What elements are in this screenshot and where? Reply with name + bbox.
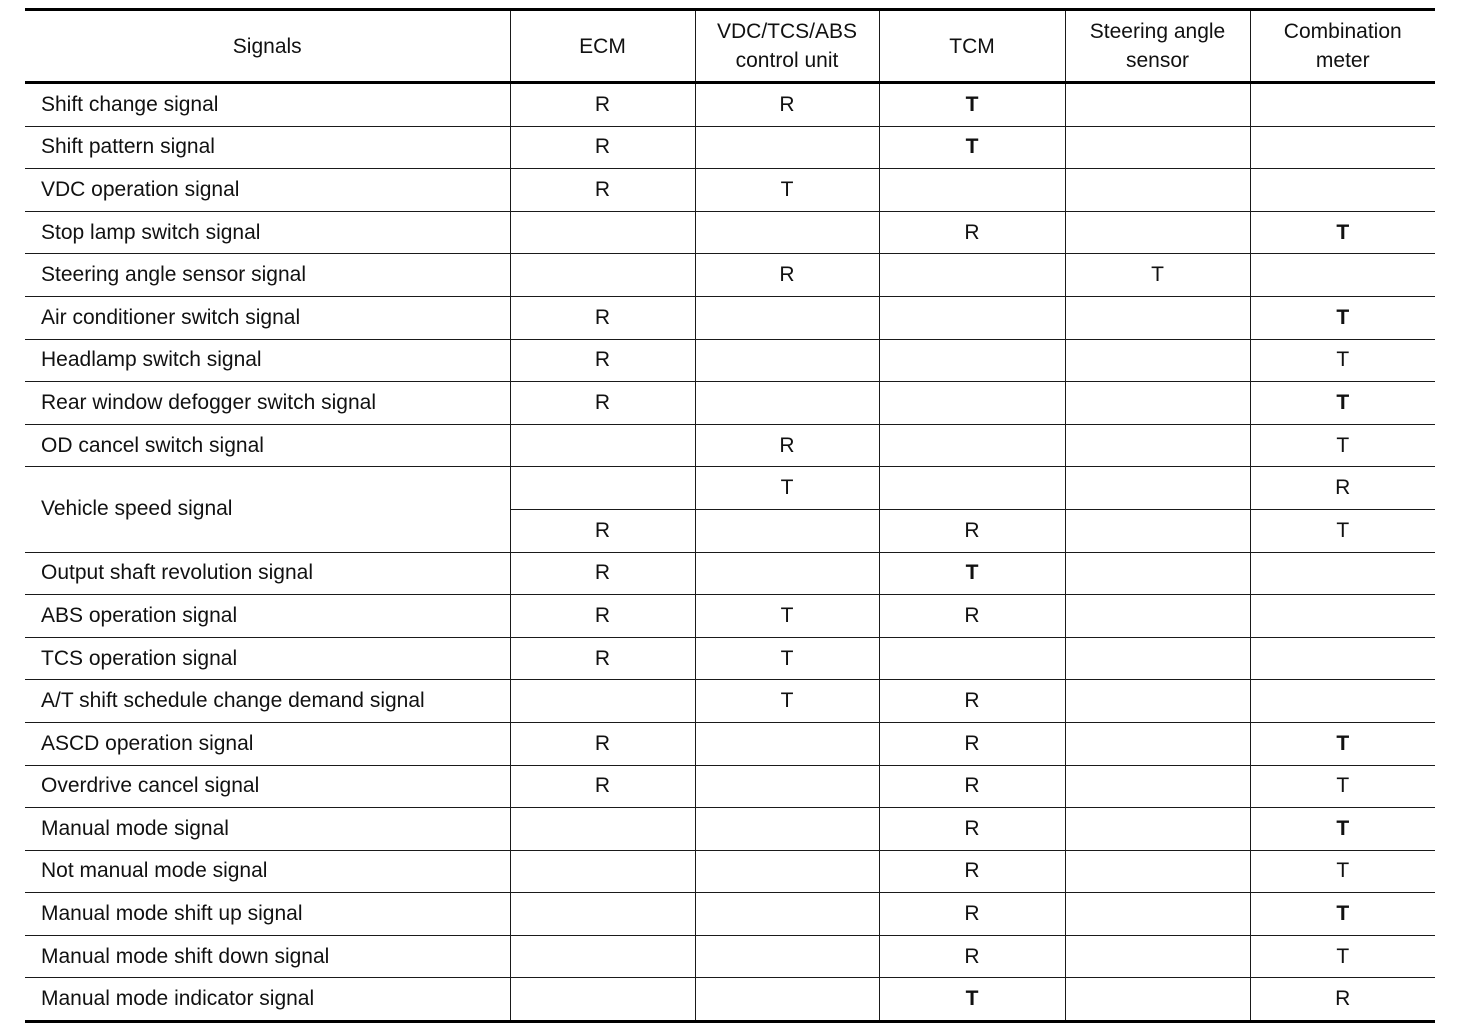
tcm-cell <box>879 169 1065 212</box>
signal-name: TCS operation signal <box>25 637 510 680</box>
ecm-cell: R <box>510 169 695 212</box>
tcm-cell: T <box>879 126 1065 169</box>
meter-cell <box>1250 552 1435 595</box>
steering-cell <box>1065 595 1250 638</box>
ecm-cell <box>510 893 695 936</box>
signal-name: Vehicle speed signal <box>25 467 510 552</box>
table-row <box>25 637 1435 680</box>
table-row <box>25 211 1435 254</box>
tcm-cell: R <box>879 680 1065 723</box>
signal-name: Shift pattern signal <box>25 126 510 169</box>
tcm-cell <box>879 254 1065 297</box>
steering-cell <box>1065 339 1250 382</box>
header-tcm: TCM <box>879 10 1065 83</box>
tcm-cell: R <box>879 509 1065 552</box>
signal-name: Shift change signal <box>25 83 510 127</box>
table-row <box>25 850 1435 893</box>
steering-cell <box>1065 978 1250 1022</box>
table-row <box>25 424 1435 467</box>
tcm-cell: R <box>879 893 1065 936</box>
signal-name: ASCD operation signal <box>25 722 510 765</box>
ecm-cell <box>510 680 695 723</box>
meter-cell: T <box>1250 509 1435 552</box>
tcm-cell: R <box>879 808 1065 851</box>
tcm-cell <box>879 382 1065 425</box>
ecm-cell <box>510 808 695 851</box>
steering-cell <box>1065 850 1250 893</box>
table-row <box>25 935 1435 978</box>
signal-name: Air conditioner switch signal <box>25 296 510 339</box>
vdc-cell: R <box>695 424 879 467</box>
signal-name: Manual mode signal <box>25 808 510 851</box>
ecm-cell <box>510 978 695 1022</box>
meter-cell <box>1250 637 1435 680</box>
meter-cell: T <box>1250 296 1435 339</box>
vdc-cell <box>695 893 879 936</box>
vdc-cell <box>695 211 879 254</box>
tcm-cell: R <box>879 850 1065 893</box>
table-row <box>25 893 1435 936</box>
ecm-cell: R <box>510 126 695 169</box>
table-row <box>25 722 1435 765</box>
signal-name: OD cancel switch signal <box>25 424 510 467</box>
steering-cell <box>1065 893 1250 936</box>
ecm-cell: R <box>510 722 695 765</box>
signal-name: ABS operation signal <box>25 595 510 638</box>
ecm-cell: R <box>510 382 695 425</box>
vdc-cell <box>695 978 879 1022</box>
ecm-cell: R <box>510 552 695 595</box>
signal-name: Manual mode shift up signal <box>25 893 510 936</box>
signal-name: Not manual mode signal <box>25 850 510 893</box>
tcm-cell: T <box>879 83 1065 127</box>
ecm-cell: R <box>510 637 695 680</box>
tcm-cell <box>879 339 1065 382</box>
ecm-cell <box>510 254 695 297</box>
meter-cell <box>1250 680 1435 723</box>
table-row <box>25 978 1435 1022</box>
signal-name: Stop lamp switch signal <box>25 211 510 254</box>
signal-name: Rear window defogger switch signal <box>25 382 510 425</box>
signal-name: Overdrive cancel signal <box>25 765 510 808</box>
vdc-cell: R <box>695 83 879 127</box>
vdc-cell: T <box>695 595 879 638</box>
steering-cell <box>1065 169 1250 212</box>
header-ecm: ECM <box>510 10 695 83</box>
vdc-cell <box>695 935 879 978</box>
tcm-cell <box>879 424 1065 467</box>
table-row <box>25 339 1435 382</box>
table-row <box>25 595 1435 638</box>
meter-cell <box>1250 169 1435 212</box>
steering-cell <box>1065 126 1250 169</box>
table-row <box>25 382 1435 425</box>
meter-cell: R <box>1250 978 1435 1022</box>
ecm-cell <box>510 850 695 893</box>
ecm-cell <box>510 935 695 978</box>
steering-cell <box>1065 211 1250 254</box>
vdc-cell <box>695 296 879 339</box>
tcm-cell: R <box>879 595 1065 638</box>
steering-cell <box>1065 424 1250 467</box>
vdc-cell <box>695 126 879 169</box>
ecm-cell <box>510 211 695 254</box>
steering-cell <box>1065 935 1250 978</box>
table-row <box>25 254 1435 297</box>
table-row <box>25 808 1435 851</box>
ecm-cell: R <box>510 509 695 552</box>
meter-cell: T <box>1250 808 1435 851</box>
table-row <box>25 467 1435 510</box>
vdc-cell <box>695 339 879 382</box>
signal-name: A/T shift schedule change demand signal <box>25 680 510 723</box>
meter-cell: T <box>1250 850 1435 893</box>
vdc-cell <box>695 850 879 893</box>
meter-cell: R <box>1250 467 1435 510</box>
vdc-cell <box>695 382 879 425</box>
tcm-cell: R <box>879 935 1065 978</box>
steering-cell <box>1065 83 1250 127</box>
vdc-cell <box>695 509 879 552</box>
signal-name: Output shaft revolution signal <box>25 552 510 595</box>
steering-cell: T <box>1065 254 1250 297</box>
meter-cell <box>1250 595 1435 638</box>
meter-cell: T <box>1250 339 1435 382</box>
vdc-cell <box>695 765 879 808</box>
vdc-cell <box>695 552 879 595</box>
signal-name: Manual mode shift down signal <box>25 935 510 978</box>
meter-cell <box>1250 126 1435 169</box>
table-row <box>25 552 1435 595</box>
steering-cell <box>1065 382 1250 425</box>
tcm-cell <box>879 637 1065 680</box>
signal-name: Headlamp switch signal <box>25 339 510 382</box>
meter-cell: T <box>1250 424 1435 467</box>
vdc-cell: T <box>695 680 879 723</box>
tcm-cell: R <box>879 765 1065 808</box>
table-row <box>25 765 1435 808</box>
ecm-cell: R <box>510 83 695 127</box>
steering-cell <box>1065 467 1250 510</box>
tcm-cell <box>879 467 1065 510</box>
steering-cell <box>1065 509 1250 552</box>
vdc-cell: R <box>695 254 879 297</box>
steering-cell <box>1065 722 1250 765</box>
header-row <box>25 10 1435 83</box>
ecm-cell: R <box>510 296 695 339</box>
header-steering-angle-sensor: Steering angle sensor <box>1065 10 1250 83</box>
steering-cell <box>1065 680 1250 723</box>
ecm-cell: R <box>510 595 695 638</box>
signal-name: VDC operation signal <box>25 169 510 212</box>
steering-cell <box>1065 552 1250 595</box>
header-combination-meter: Combination meter <box>1250 10 1435 83</box>
table-row <box>25 126 1435 169</box>
vdc-cell: T <box>695 467 879 510</box>
header-vdc-tcs-abs: VDC/TCS/ABS control unit <box>695 10 879 83</box>
meter-cell: T <box>1250 722 1435 765</box>
steering-cell <box>1065 296 1250 339</box>
signal-name: Manual mode indicator signal <box>25 978 510 1022</box>
meter-cell: T <box>1250 765 1435 808</box>
vdc-cell <box>695 722 879 765</box>
tcm-cell: T <box>879 552 1065 595</box>
signal-table <box>25 8 1435 1023</box>
tcm-cell <box>879 296 1065 339</box>
meter-cell: T <box>1250 382 1435 425</box>
steering-cell <box>1065 765 1250 808</box>
ecm-cell: R <box>510 339 695 382</box>
meter-cell: T <box>1250 893 1435 936</box>
steering-cell <box>1065 637 1250 680</box>
table-row <box>25 680 1435 723</box>
header-signals: Signals <box>25 10 510 83</box>
ecm-cell: R <box>510 765 695 808</box>
ecm-cell <box>510 467 695 510</box>
signal-name: Steering angle sensor signal <box>25 254 510 297</box>
meter-cell <box>1250 254 1435 297</box>
vdc-cell: T <box>695 169 879 212</box>
tcm-cell: R <box>879 722 1065 765</box>
tcm-cell: R <box>879 211 1065 254</box>
table-row <box>25 169 1435 212</box>
table-row <box>25 83 1435 127</box>
steering-cell <box>1065 808 1250 851</box>
table-row <box>25 296 1435 339</box>
vdc-cell: T <box>695 637 879 680</box>
meter-cell: T <box>1250 211 1435 254</box>
ecm-cell <box>510 424 695 467</box>
vdc-cell <box>695 808 879 851</box>
meter-cell <box>1250 83 1435 127</box>
meter-cell: T <box>1250 935 1435 978</box>
tcm-cell: T <box>879 978 1065 1022</box>
